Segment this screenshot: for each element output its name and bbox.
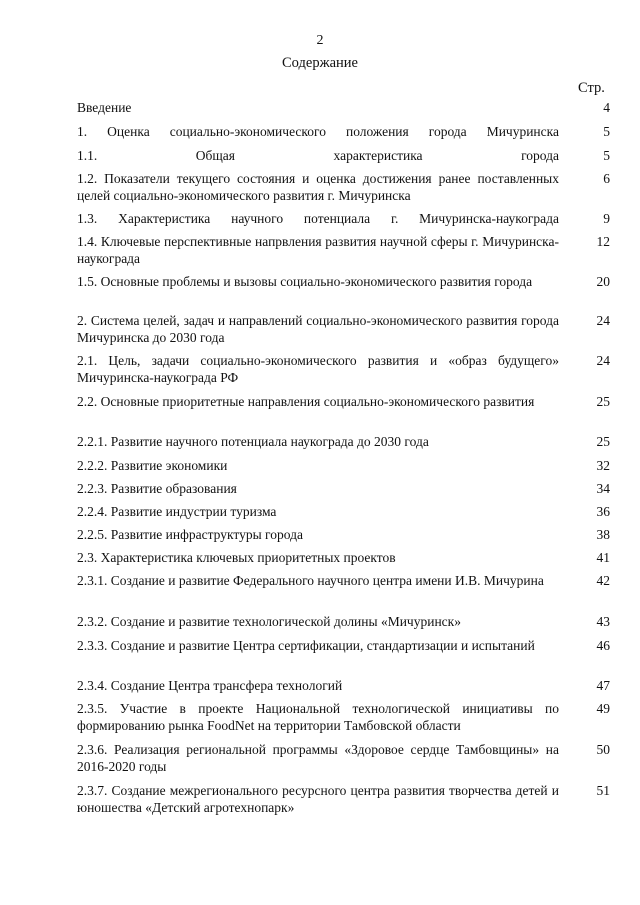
toc-entry-page: 5: [603, 148, 610, 163]
page-column-header: Стр.: [578, 80, 605, 96]
toc-entry-title: 2.3.1. Создание и развитие Федерального научного центра имени И.В. Мичурина: [77, 573, 544, 588]
toc-entry-page: 12: [596, 234, 610, 249]
toc-entry-page: 32: [596, 458, 610, 473]
toc-entry-page: 24: [596, 353, 610, 368]
toc-entry-title: 2.3. Характеристика ключевых приоритетных проектов: [77, 550, 396, 565]
toc-entry-page: 42: [596, 573, 610, 588]
toc-entry-page: 9: [603, 211, 610, 226]
toc-entry-page: 43: [596, 614, 610, 629]
toc-entry-page: 36: [596, 504, 610, 519]
toc-entry-page: 4: [603, 100, 610, 115]
toc-entry-page: 47: [596, 678, 610, 693]
toc-entry-page: 50: [596, 742, 610, 757]
toc-entry-title: 2.2.5. Развитие инфраструктуры города: [77, 527, 303, 542]
toc-entry-title: 1.2. Показатели текущего состояния и оценка достижения ранее поставленных целей социально-экономического развития г. Мичуринска: [77, 171, 559, 203]
toc-entry-title: 1.4. Ключевые перспективные напрвления развития научной сферы г. Мичуринска-наукограда: [77, 234, 559, 266]
toc-entry-page: 20: [596, 274, 610, 289]
toc-entry-title: 1.1. Общая характеристика города: [77, 148, 559, 163]
toc-entry-title: Введение: [77, 100, 132, 115]
toc-entry-page: 49: [596, 701, 610, 716]
toc-entry-title: 2.2.1. Развитие научного потенциала наукограда до 2030 года: [77, 434, 429, 449]
toc-entry-page: 38: [596, 527, 610, 542]
toc-entry-title: 2.2.4. Развитие индустрии туризма: [77, 504, 277, 519]
toc-entry-page: 24: [596, 313, 610, 328]
toc-title: Содержание: [282, 55, 358, 71]
toc-entry-title: 1. Оценка социально-экономического положения города Мичуринска: [77, 124, 559, 139]
toc-entry-title: 2.2. Основные приоритетные направления социально-экономического развития: [77, 394, 535, 409]
toc-entry-title: 2.3.7. Создание межрегионального ресурсного центра развития творчества детей и юношества «Детский агротехнопарк»: [77, 783, 559, 815]
toc-entry-page: 34: [596, 481, 610, 496]
toc-entry-title: 2.3.6. Реализация региональной программы «Здоровое сердце Тамбовщины» на 2016-2020 годы: [77, 742, 559, 774]
toc-entry-page: 5: [603, 124, 610, 139]
toc-entry-title: 1.5. Основные проблемы и вызовы социально-экономического развития города: [77, 274, 533, 289]
toc-entry-title: 2.3.3. Создание и развитие Центра сертификации, стандартизации и испытаний: [77, 638, 535, 653]
toc-entry-title: 1.3. Характеристика научного потенциала г. Мичуринска-наукограда: [77, 211, 559, 226]
toc-entry-page: 25: [596, 434, 610, 449]
toc-entry-title: 2.3.2. Создание и развитие технологической долины «Мичуринск»: [77, 614, 461, 629]
toc-entry-page: 25: [596, 394, 610, 409]
toc-entry-page: 46: [596, 638, 610, 653]
toc-entry-page: 6: [603, 171, 610, 186]
toc-entry-title: 2. Система целей, задач и направлений социально-экономического развития города Мичуринска до 2030 года: [77, 313, 559, 345]
toc-entry-title: 2.3.5. Участие в проекте Национальной технологической инициативы по формированию рынка FoodNet на территории Тамбовской области: [77, 701, 559, 733]
toc-entry-title: 2.3.4. Создание Центра трансфера технологий: [77, 678, 343, 693]
toc-entry-title: 2.2.3. Развитие образования: [77, 481, 237, 496]
page-number: 2: [316, 33, 324, 48]
toc-entry-title: 2.1. Цель, задачи социально-экономического развития и «образ будущего» Мичуринска-наукограда РФ: [77, 353, 559, 385]
toc-entry-page: 51: [596, 783, 610, 798]
toc-entry-title: 2.2.2. Развитие экономики: [77, 458, 228, 473]
toc-entry-page: 41: [596, 550, 610, 565]
